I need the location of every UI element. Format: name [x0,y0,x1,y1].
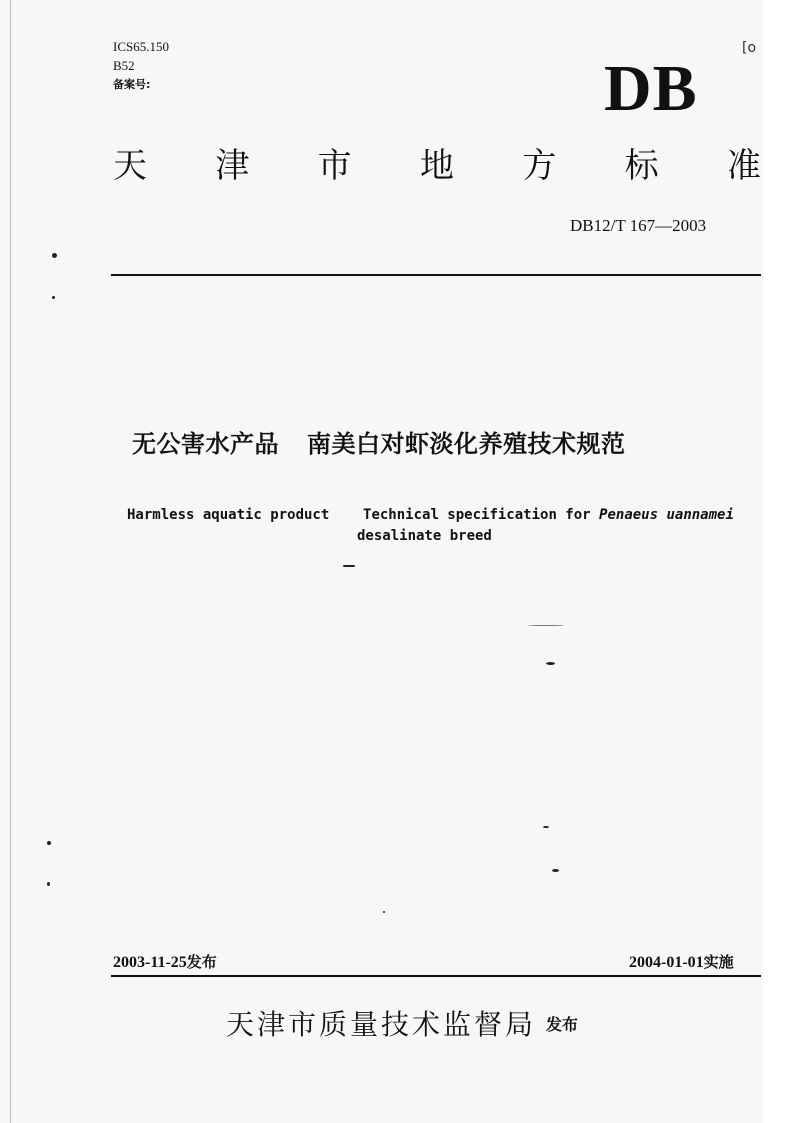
english-title-part2: Technical specification for [363,507,591,523]
chinese-title [132,424,626,459]
scan-speck [383,911,385,913]
title-char: 天 [113,146,147,186]
issuer-name: 天津市质量技术监督局 [226,1008,537,1041]
scan-speck [52,253,57,258]
scan-speck [528,625,564,626]
title-char: 市 [317,146,352,186]
page-edge [763,0,800,1123]
scan-speck [47,841,51,845]
english-title [127,502,734,528]
title-char: 津 [215,146,250,186]
title-char: 方 [522,146,557,186]
record-number-label: 备案号: [113,78,151,91]
scan-speck [47,882,50,886]
footer-divider [111,975,761,977]
scan-speck [552,869,559,872]
title-char: 地 [419,146,454,186]
issue-date-value: 2003-11-25 [113,954,187,971]
english-title-part1: Harmless aquatic product [127,507,330,523]
standard-code: DB12/T 167—2003 [570,216,707,235]
implementation-date-suffix: 实施 [703,953,734,971]
issuer-suffix: 发布 [546,1015,579,1034]
binding-mark [10,0,11,1123]
species-name: Penaeus uannamei [599,507,734,523]
title-char: 标 [624,146,659,186]
ccs-code: B52 [113,58,135,73]
scan-speck [543,826,549,828]
implementation-date [629,951,734,972]
scan-speck [546,662,555,665]
english-title-line2: desalinate breed [357,528,492,544]
scan-speck [52,296,55,299]
chinese-title-part2: 南美白对虾淡化养殖技术规范 [307,430,626,458]
db-logo: DB [604,52,698,125]
standard-category-title [113,143,761,189]
header-divider [111,274,761,276]
chinese-title-part1: 无公害水产品 [132,430,279,458]
issue-date-suffix: 发布 [186,953,217,971]
title-char: 准 [726,146,761,186]
issuing-authority [226,1003,578,1043]
issue-date [113,951,217,972]
ics-code: ICS65.150 [113,39,169,54]
handwritten-note: [o [742,40,757,56]
scan-speck [343,565,355,567]
implementation-date-value: 2004-01-01 [629,954,704,971]
